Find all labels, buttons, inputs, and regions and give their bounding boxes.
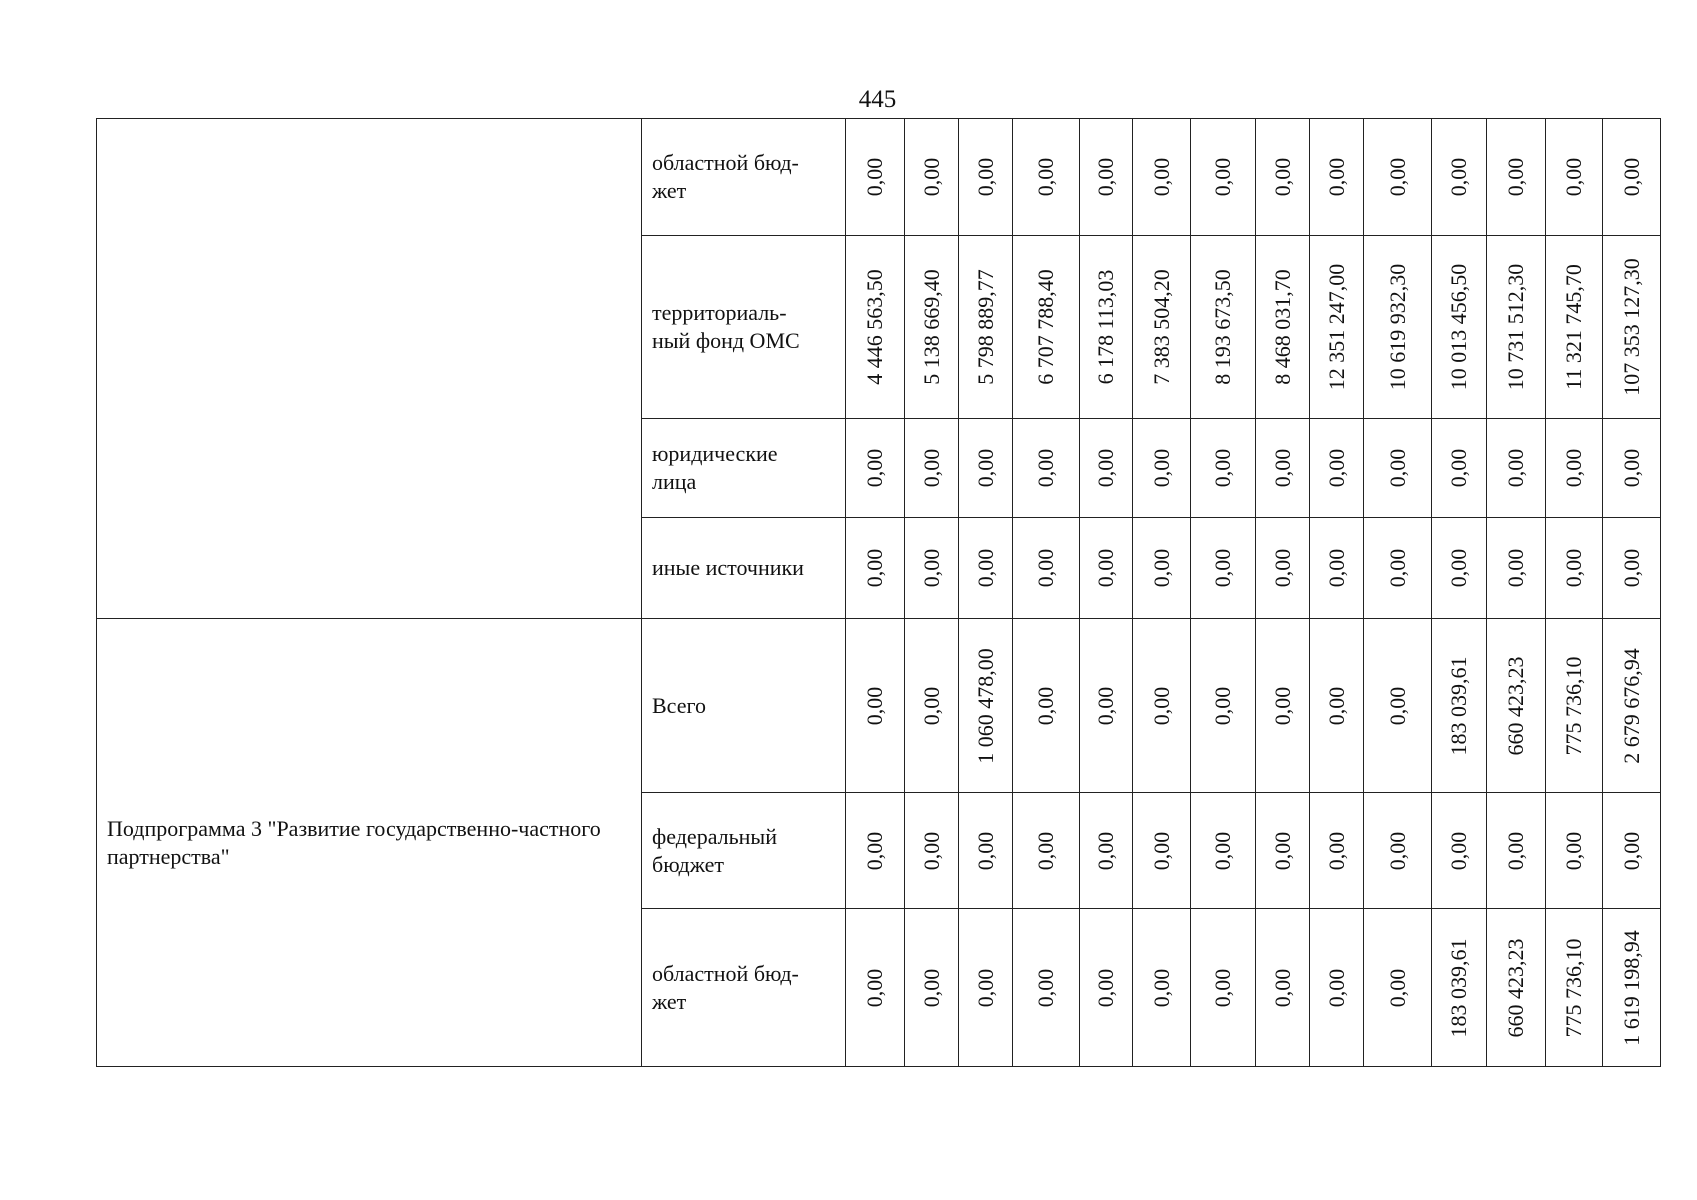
amount-value: 183 039,61 xyxy=(1446,938,1471,1037)
amount-value: 107 353 127,30 xyxy=(1618,258,1644,396)
amount-cell xyxy=(1133,236,1191,419)
funding-source-label: территориаль- xyxy=(652,300,787,325)
amount-value: 0,00 xyxy=(918,831,944,870)
amount-cell xyxy=(1013,909,1080,1067)
amount-cell xyxy=(1256,119,1310,236)
amount-value: 0,00 xyxy=(1561,831,1586,870)
funding-source-label: Всего xyxy=(652,692,706,718)
page-number: 445 xyxy=(858,86,897,113)
amount-value: 0,00 xyxy=(1384,831,1410,870)
amount-cell xyxy=(1364,518,1432,619)
amount-cell xyxy=(1432,909,1487,1067)
amount-cell xyxy=(1432,619,1487,793)
amount-cell xyxy=(905,419,959,518)
funding-source-cell xyxy=(642,119,846,236)
amount-value: 12 351 247,00 xyxy=(1323,263,1349,391)
amount-cell xyxy=(1487,909,1546,1067)
amount-value: 0,00 xyxy=(862,448,887,488)
amount-cell xyxy=(1191,619,1256,793)
amount-cell xyxy=(1487,236,1546,419)
amount-cell xyxy=(959,419,1013,518)
amount-value: 0,00 xyxy=(918,548,944,588)
amount-cell xyxy=(1133,518,1191,619)
amount-cell xyxy=(1310,119,1364,236)
amount-value: 0,00 xyxy=(1210,548,1235,588)
amount-value: 6 707 788,40 xyxy=(1033,269,1058,385)
amount-value: 0,00 xyxy=(1093,831,1118,870)
amount-cell xyxy=(905,518,959,619)
funding-source-cell xyxy=(642,236,846,419)
funding-source-label: областной бюд- xyxy=(652,150,799,175)
amount-cell xyxy=(846,619,905,793)
amount-cell xyxy=(1310,236,1364,419)
funding-source-label: областной бюд- xyxy=(652,960,799,986)
funding-source-cell xyxy=(642,793,846,909)
amount-value: 0,00 xyxy=(1446,548,1471,588)
amount-value: 0,00 xyxy=(1384,548,1410,588)
amount-cell xyxy=(1546,518,1603,619)
amount-cell xyxy=(905,619,959,793)
amount-value: 0,00 xyxy=(1033,448,1058,488)
amount-value: 775 736,10 xyxy=(1561,656,1586,755)
amount-cell xyxy=(1603,119,1661,236)
funding-source-cell xyxy=(642,909,846,1067)
amount-cell xyxy=(846,419,905,518)
amount-cell xyxy=(1013,619,1080,793)
amount-value: 0,00 xyxy=(1093,548,1118,588)
amount-value: 0,00 xyxy=(862,548,887,588)
amount-cell xyxy=(846,119,905,236)
amount-value: 0,00 xyxy=(1323,968,1349,1007)
amount-value: 0,00 xyxy=(1561,548,1586,588)
amount-cell xyxy=(1546,909,1603,1067)
amount-cell xyxy=(1364,909,1432,1067)
amount-cell xyxy=(846,909,905,1067)
amount-value: 0,00 xyxy=(1323,686,1349,725)
amount-cell xyxy=(959,236,1013,419)
amount-value: 0,00 xyxy=(862,831,887,870)
amount-value: 5 138 669,40 xyxy=(918,269,944,385)
amount-cell xyxy=(905,119,959,236)
amount-cell xyxy=(1256,419,1310,518)
amount-cell xyxy=(846,793,905,909)
amount-value: 0,00 xyxy=(862,686,887,725)
amount-cell xyxy=(1080,619,1133,793)
funding-source-label: лица xyxy=(652,469,697,494)
amount-cell xyxy=(1013,793,1080,909)
amount-value: 0,00 xyxy=(1384,157,1410,197)
amount-cell xyxy=(1603,419,1661,518)
amount-value: 0,00 xyxy=(1148,968,1174,1007)
amount-cell xyxy=(1080,518,1133,619)
amount-value: 0,00 xyxy=(1148,831,1174,870)
amount-cell xyxy=(1310,419,1364,518)
amount-value: 0,00 xyxy=(1503,157,1528,197)
funding-source-label: ный фонд ОМС xyxy=(652,328,800,353)
amount-value: 0,00 xyxy=(1148,548,1174,588)
amount-value: 8 468 031,70 xyxy=(1269,269,1295,385)
amount-cell xyxy=(1487,793,1546,909)
amount-value: 1 060 478,00 xyxy=(972,647,998,764)
amount-cell xyxy=(1310,793,1364,909)
amount-cell xyxy=(1080,909,1133,1067)
amount-value: 0,00 xyxy=(1093,448,1118,488)
amount-cell xyxy=(1487,119,1546,236)
amount-value: 0,00 xyxy=(1210,831,1235,870)
amount-cell xyxy=(1133,909,1191,1067)
amount-cell xyxy=(1080,236,1133,419)
amount-cell xyxy=(959,793,1013,909)
amount-cell xyxy=(1364,619,1432,793)
amount-value: 0,00 xyxy=(972,448,998,488)
amount-cell xyxy=(1603,619,1661,793)
amount-value: 7 383 504,20 xyxy=(1148,269,1174,385)
amount-cell xyxy=(1013,236,1080,419)
amount-cell xyxy=(1603,518,1661,619)
amount-value: 0,00 xyxy=(1503,548,1528,588)
amount-cell xyxy=(1013,419,1080,518)
amount-value: 0,00 xyxy=(1384,686,1410,725)
amount-value: 0,00 xyxy=(1033,548,1058,588)
amount-value: 5 798 889,77 xyxy=(972,269,998,385)
amount-value: 0,00 xyxy=(1093,968,1118,1007)
amount-value: 0,00 xyxy=(972,548,998,588)
amount-cell xyxy=(959,119,1013,236)
amount-value: 183 039,61 xyxy=(1446,656,1471,755)
amount-cell xyxy=(1191,518,1256,619)
amount-value: 0,00 xyxy=(918,686,944,725)
amount-cell xyxy=(1364,119,1432,236)
amount-cell xyxy=(1256,619,1310,793)
amount-cell xyxy=(1432,518,1487,619)
amount-value: 6 178 113,03 xyxy=(1093,269,1118,385)
amount-cell xyxy=(1080,119,1133,236)
amount-value: 0,00 xyxy=(1561,157,1586,197)
amount-value: 0,00 xyxy=(862,968,887,1007)
amount-cell xyxy=(1546,419,1603,518)
amount-cell xyxy=(959,909,1013,1067)
amount-cell xyxy=(1080,793,1133,909)
amount-value: 0,00 xyxy=(1033,686,1058,725)
funding-source-cell xyxy=(642,419,846,518)
amount-value: 0,00 xyxy=(1033,831,1058,870)
amount-value: 0,00 xyxy=(972,157,998,197)
amount-cell xyxy=(959,619,1013,793)
program-name-cell: Подпрограмма 3 "Развитие государственно-частного партнерства" xyxy=(97,619,642,1067)
amount-cell xyxy=(905,909,959,1067)
amount-value: 0,00 xyxy=(1093,686,1118,725)
amount-value: 0,00 xyxy=(918,968,944,1007)
amount-value: 4 446 563,50 xyxy=(862,269,887,385)
amount-value: 0,00 xyxy=(972,831,998,870)
amount-cell xyxy=(1364,793,1432,909)
amount-value: 0,00 xyxy=(1618,157,1644,197)
amount-value: 660 423,23 xyxy=(1503,938,1528,1037)
amount-value: 0,00 xyxy=(1210,448,1235,488)
amount-value: 0,00 xyxy=(1033,157,1058,197)
amount-value: 0,00 xyxy=(1561,448,1586,488)
amount-value: 0,00 xyxy=(918,157,944,197)
amount-cell xyxy=(1432,419,1487,518)
amount-value: 2 679 676,94 xyxy=(1618,647,1644,764)
amount-value: 1 619 198,94 xyxy=(1618,929,1644,1046)
amount-cell xyxy=(1546,119,1603,236)
amount-cell xyxy=(1013,119,1080,236)
amount-value: 0,00 xyxy=(1503,448,1528,488)
amount-value: 0,00 xyxy=(1618,448,1644,488)
amount-cell xyxy=(1133,119,1191,236)
amount-value: 0,00 xyxy=(1269,686,1295,725)
amount-value: 8 193 673,50 xyxy=(1210,269,1235,385)
amount-value: 0,00 xyxy=(1269,968,1295,1007)
amount-cell xyxy=(1256,518,1310,619)
amount-cell xyxy=(1256,909,1310,1067)
amount-value: 0,00 xyxy=(1033,968,1058,1007)
amount-cell xyxy=(1432,236,1487,419)
amount-cell xyxy=(846,236,905,419)
funding-source-label: жет xyxy=(652,178,687,203)
amount-cell xyxy=(1364,236,1432,419)
amount-cell xyxy=(1310,518,1364,619)
funding-source-label: иные источники xyxy=(652,555,804,580)
amount-value: 0,00 xyxy=(1148,448,1174,488)
amount-cell xyxy=(1603,236,1661,419)
amount-cell xyxy=(1364,419,1432,518)
amount-value: 0,00 xyxy=(1446,448,1471,488)
amount-value: 0,00 xyxy=(1210,968,1235,1007)
amount-cell xyxy=(1013,518,1080,619)
amount-cell xyxy=(1310,909,1364,1067)
amount-value: 0,00 xyxy=(918,448,944,488)
funding-source-label: бюджет xyxy=(652,851,724,877)
table-row xyxy=(97,119,1661,236)
amount-value: 0,00 xyxy=(1323,831,1349,870)
funding-source-label: федеральный xyxy=(652,823,777,849)
amount-cell xyxy=(1487,419,1546,518)
amount-value: 0,00 xyxy=(1618,831,1644,870)
amount-cell xyxy=(1487,518,1546,619)
amount-cell xyxy=(1487,619,1546,793)
amount-value: 11 321 745,70 xyxy=(1561,264,1586,390)
amount-cell xyxy=(1191,419,1256,518)
amount-cell xyxy=(1256,236,1310,419)
amount-cell xyxy=(1546,793,1603,909)
table-row xyxy=(97,619,1661,793)
amount-cell xyxy=(1133,619,1191,793)
amount-value: 0,00 xyxy=(1618,548,1644,588)
amount-value: 0,00 xyxy=(1503,831,1528,870)
funding-source-label: юридические xyxy=(652,441,778,466)
amount-cell xyxy=(1432,793,1487,909)
amount-cell xyxy=(1191,909,1256,1067)
amount-value: 0,00 xyxy=(1269,157,1295,197)
amount-cell xyxy=(1256,793,1310,909)
amount-value: 0,00 xyxy=(1446,831,1471,870)
amount-cell xyxy=(1133,793,1191,909)
amount-value: 10 731 512,30 xyxy=(1503,263,1528,391)
amount-cell xyxy=(1432,119,1487,236)
amount-cell xyxy=(1191,236,1256,419)
amount-value: 660 423,23 xyxy=(1503,656,1528,755)
program-name-cell xyxy=(97,119,642,619)
amount-cell xyxy=(905,793,959,909)
funding-source-cell xyxy=(642,619,846,793)
amount-value: 0,00 xyxy=(1210,686,1235,725)
amount-cell xyxy=(1310,619,1364,793)
amount-cell xyxy=(1603,793,1661,909)
amount-value: 0,00 xyxy=(1384,968,1410,1007)
amount-cell xyxy=(959,518,1013,619)
funding-source-label: жет xyxy=(652,988,687,1014)
amount-value: 0,00 xyxy=(1323,548,1349,588)
amount-cell xyxy=(1546,619,1603,793)
amount-value: 0,00 xyxy=(1384,448,1410,488)
budget-table xyxy=(96,118,1661,1067)
amount-value: 0,00 xyxy=(972,968,998,1007)
amount-value: 0,00 xyxy=(1093,157,1118,197)
amount-value: 0,00 xyxy=(1148,686,1174,725)
amount-cell xyxy=(905,236,959,419)
amount-value: 0,00 xyxy=(1446,157,1471,197)
amount-cell xyxy=(1080,419,1133,518)
amount-value: 0,00 xyxy=(1323,157,1349,197)
amount-value: 0,00 xyxy=(862,157,887,197)
amount-value: 10 013 456,50 xyxy=(1446,263,1471,391)
amount-cell xyxy=(1191,119,1256,236)
amount-cell xyxy=(1191,793,1256,909)
amount-value: 0,00 xyxy=(1210,157,1235,197)
amount-cell xyxy=(846,518,905,619)
amount-value: 10 619 932,30 xyxy=(1384,263,1410,391)
amount-value: 0,00 xyxy=(1269,448,1295,488)
amount-cell xyxy=(1133,419,1191,518)
amount-value: 775 736,10 xyxy=(1561,938,1586,1037)
amount-value: 0,00 xyxy=(1148,157,1174,197)
amount-cell xyxy=(1603,909,1661,1067)
amount-value: 0,00 xyxy=(1323,448,1349,488)
amount-value: 0,00 xyxy=(1269,548,1295,588)
funding-source-cell xyxy=(642,518,846,619)
amount-cell xyxy=(1546,236,1603,419)
amount-value: 0,00 xyxy=(1269,831,1295,870)
